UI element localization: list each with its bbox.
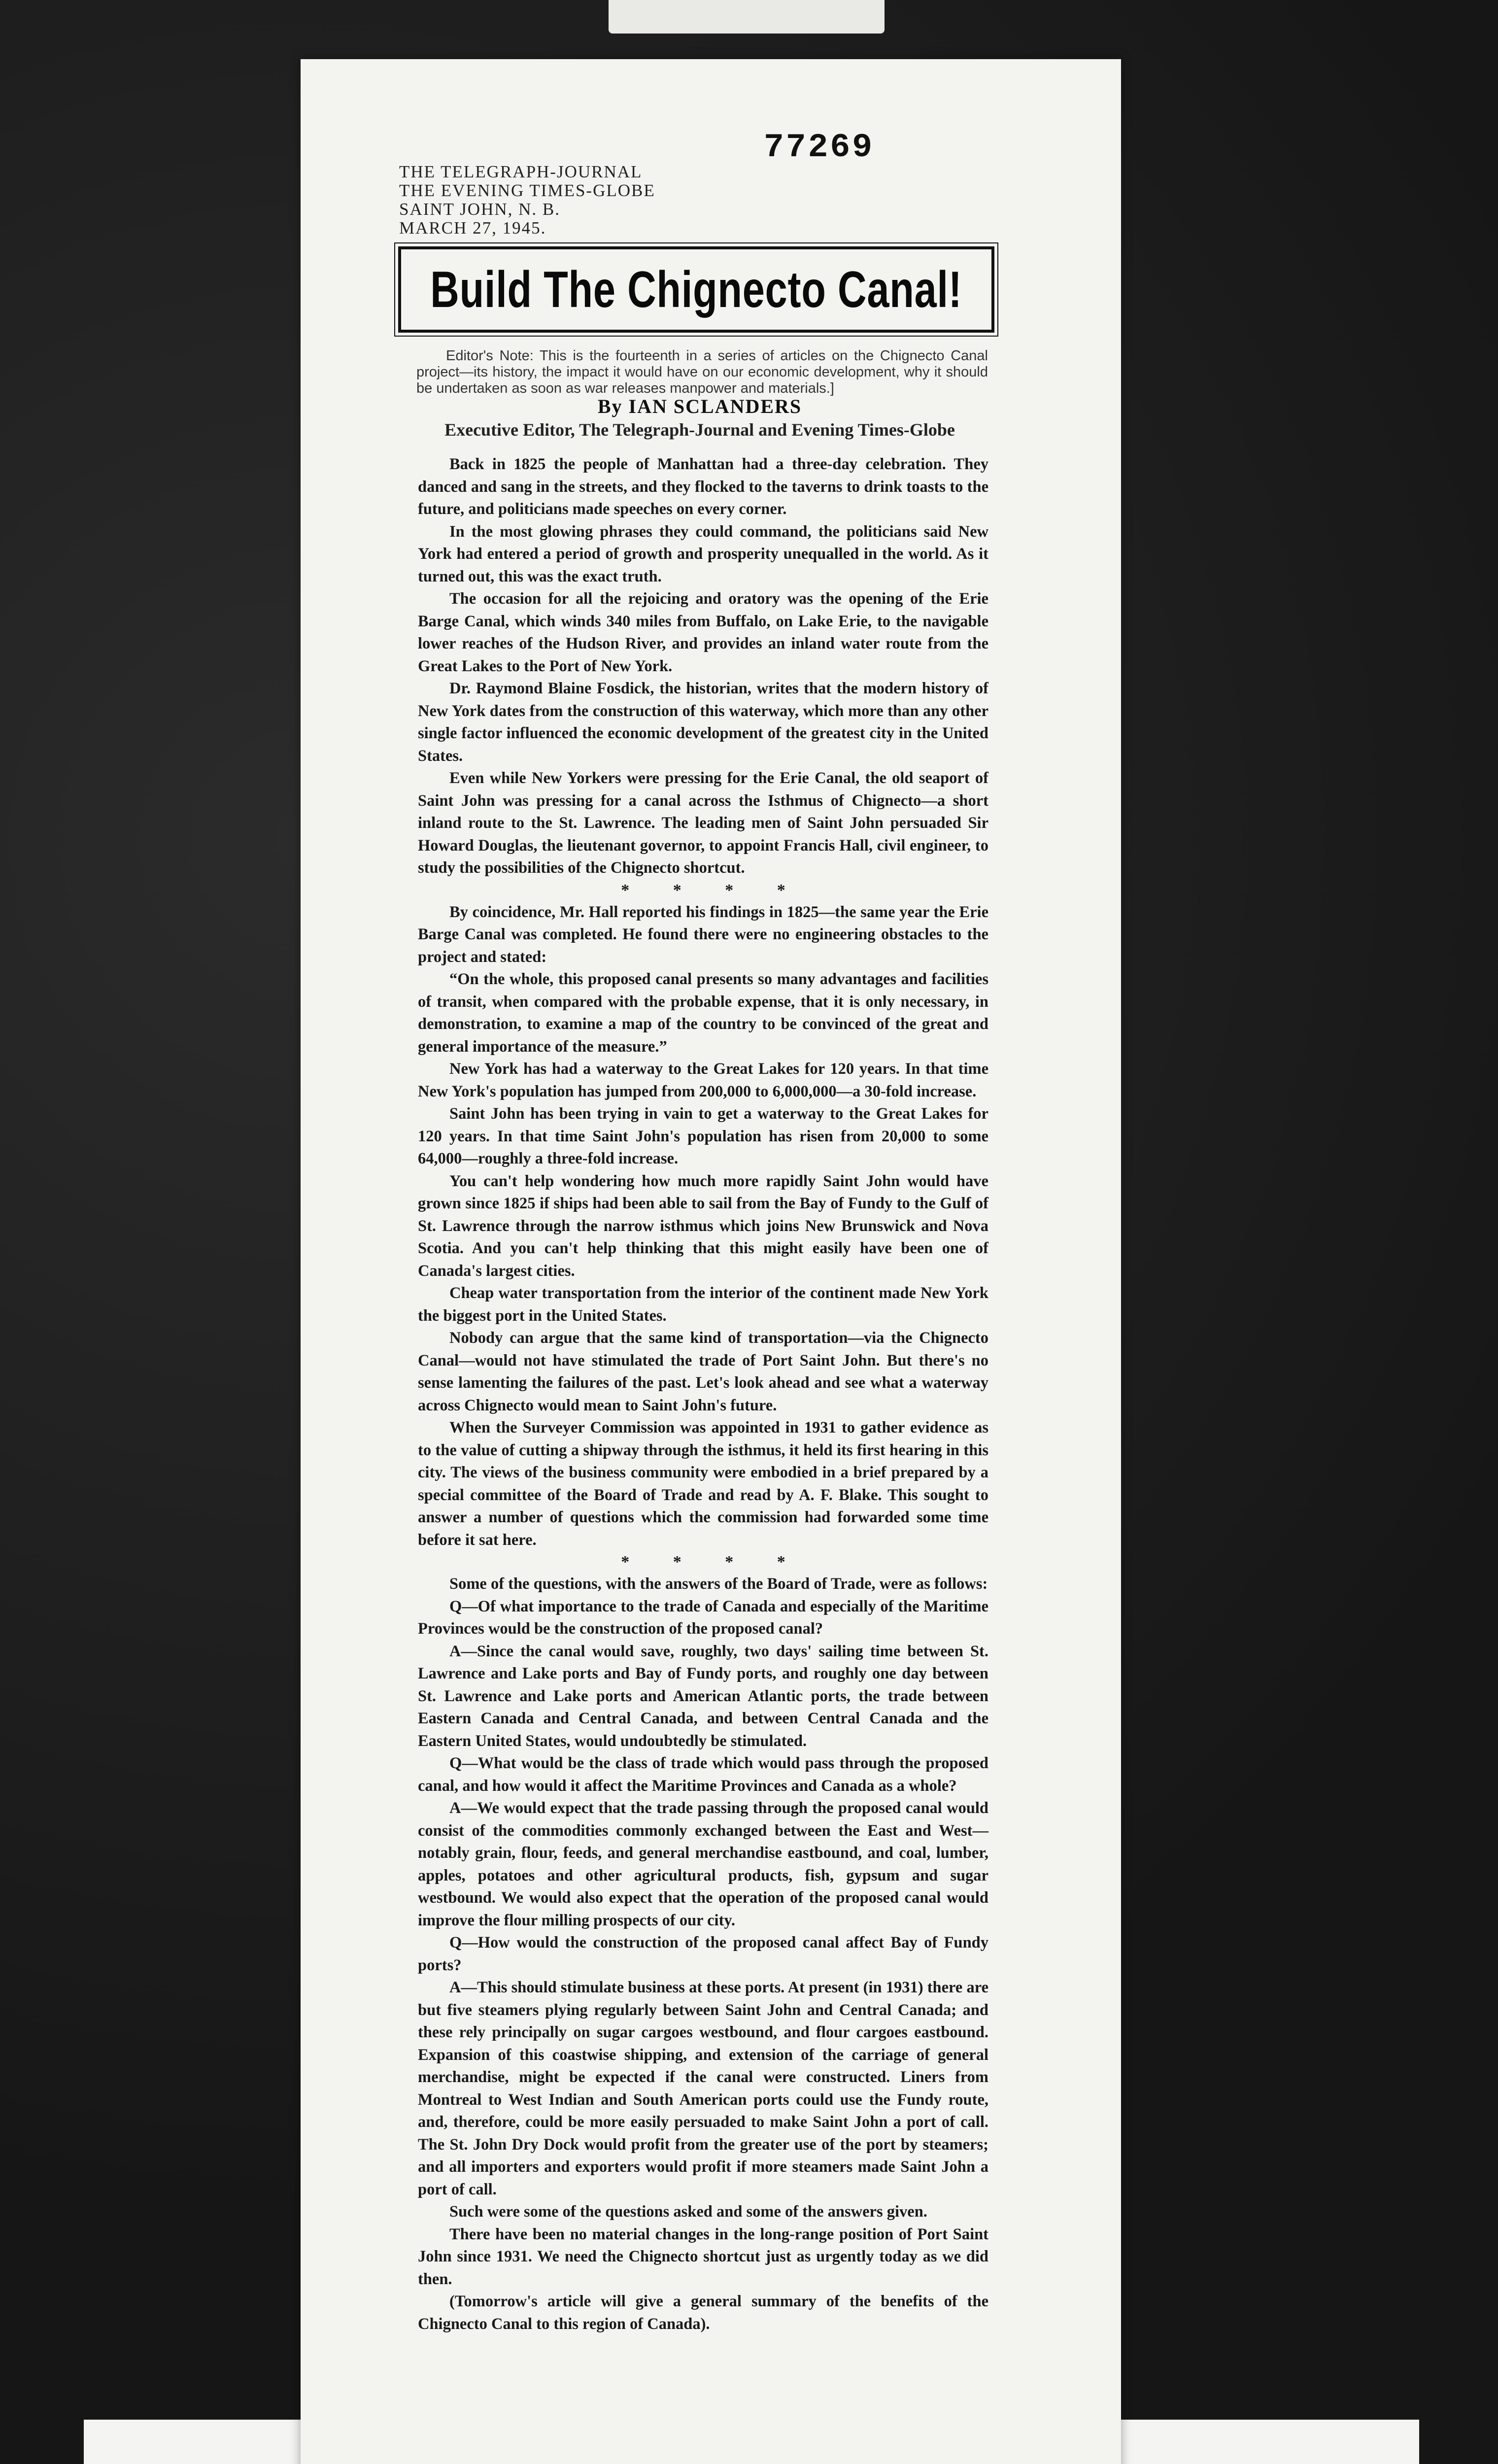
article-paragraph: Back in 1825 the people of Manhattan had a three-day celebration. They danced and sang in the streets, and they flocked to the taverns to drink toasts to the future, and politicians made speeches on every corner. xyxy=(418,455,988,518)
document-number: 77269 xyxy=(764,129,875,167)
article-paragraph: By coincidence, Mr. Hall reported his findings in 1825—the same year the Erie Barge Canal was completed. He found there were no engineering obstacles to the project and stated: xyxy=(418,903,988,966)
article-paragraph: Such were some of the questions asked and some of the answers given. xyxy=(449,2203,927,2221)
answer-paragraph: A—We would expect that the trade passing through the proposed canal would consist of the commodities commonly exchanged between the East and West—notably grain, flour, feeds, and general merchandise eastbound, and coal, lumber, apples, potatoes and other agricultural products, fish, gypsum and sugar westbound. We would also expect that the operation of the proposed canal would improve the flour milling prospects of our city. xyxy=(418,1799,988,1929)
article-paragraph: You can't help wondering how much more rapidly Saint John would have grown since 1825 if ships had been able to sail from the Bay of Fundy to the Gulf of St. Lawrence through the narrow isthmus which joins New Brunswick and Nova Scotia. And you can't help thinking that this might easily have been one of Canada's largest cities. xyxy=(418,1172,988,1280)
byline: By IAN SCLANDERS xyxy=(597,395,802,417)
article-paragraph: Some of the questions, with the answers of the Board of Trade, were as follows: xyxy=(449,1575,988,1593)
article-paragraph: Even while New Yorkers were pressing for the Erie Canal, the old seaport of Saint John was pressing for a canal across the Isthmus of Chignecto—a short inland route to the St. Lawrence. The leading men of Saint John persuaded Sir Howard Douglas, the lieutenant governor, to appoint Francis Hall, civil engineer, to study the possibilities of the Chignecto shortcut. xyxy=(418,769,988,877)
mounting-tab xyxy=(609,0,885,34)
byline-title: Executive Editor, The Telegraph-Journal and Evening Times-Globe xyxy=(444,420,955,440)
article-paragraph: Saint John has been trying in vain to get a waterway to the Great Lakes for 120 years. In that time Saint John's population has risen from 20,000 to some 64,000—roughly a three-fold increase. xyxy=(418,1105,988,1167)
masthead xyxy=(399,163,655,238)
editor-note: Editor's Note: This is the fourteenth in a series of articles on the Chignecto Canal project—its history, the impact it would have on our economic development, why it should be undertaken as soon as war releases manpower and materials.] xyxy=(416,348,988,396)
article-paragraph: Dr. Raymond Blaine Fosdick, the historian, writes that the modern history of New York dates from the construction of this waterway, which more than any other single factor influenced the economic development of the greatest city in the United States. xyxy=(418,680,988,765)
article-paragraph: There have been no material changes in the long-range position of Port Saint John since 1931. We need the Chignecto shortcut just as urgently today as we did then. xyxy=(418,2225,988,2288)
masthead-paper-2: THE EVENING TIMES-GLOBE xyxy=(399,181,655,200)
article-paragraph: In the most glowing phrases they could command, the politicians said New York had entered a period of growth and prosperity unequalled in the world. As it turned out, this was the exact truth. xyxy=(418,522,988,585)
question-paragraph: Q—How would the construction of the proposed canal affect Bay of Fundy ports? xyxy=(418,1934,988,1974)
article-paragraph: When the Surveyer Commission was appointed in 1931 to gather evidence as to the value of cutting a shipway through the isthmus, it held its first hearing in this city. The views of the business community were embodied in a brief prepared by a special committee of the Board of Trade and read by A. F. Blake. This sought to answer a number of questions which the commission had forwarded some time before it sat here. xyxy=(418,1419,988,1549)
section-break-stars: * * * * xyxy=(621,881,805,899)
headline-box xyxy=(398,246,994,333)
masthead-date: MARCH 27, 1945. xyxy=(399,218,546,238)
answer-paragraph: A—Since the canal would save, roughly, two days' sailing time between St. Lawrence and Lake ports and Bay of Fundy ports, and roughly one day between St. Lawrence and Lake ports and American Atlantic ports, the trade between Eastern Canada and Central Canada, and between Central Canada and the Eastern United States, would undoubtedly be stimulated. xyxy=(418,1642,988,1750)
article-paragraph: Cheap water transportation from the interior of the continent made New York the biggest port in the United States. xyxy=(418,1284,988,1325)
question-paragraph: Q—Of what importance to the trade of Canada and especially of the Maritime Provinces would be the construction of the proposed canal? xyxy=(418,1597,988,1638)
article-paragraph: New York has had a waterway to the Great Lakes for 120 years. In that time New York's population has jumped from 200,000 to 6,000,000—a 30-fold increase. xyxy=(418,1060,988,1100)
article-paragraph: The occasion for all the rejoicing and oratory was the opening of the Erie Barge Canal, which winds 340 miles from Buffalo, on Lake Erie, to the navigable lower reaches of the Hudson River, and provides an inland water route from the Great Lakes to the Port of New York. xyxy=(418,590,988,675)
article-quote: “On the whole, this proposed canal presents so many advantages and facilities of transit, when compared with the probable expense, that it is only necessary, in demonstration, to examine a map of the country to be convinced of the great and general importance of the measure.” xyxy=(418,970,988,1056)
headline: Build The Chignecto Canal! xyxy=(430,261,962,318)
article-body xyxy=(418,453,988,2335)
masthead-city: SAINT JOHN, N. B. xyxy=(399,200,560,219)
question-paragraph: Q—What would be the class of trade which would pass through the proposed canal, and how would it affect the Maritime Provinces and Canada as a whole? xyxy=(418,1754,988,1795)
article-paragraph: Nobody can argue that the same kind of transportation—via the Chignecto Canal—would not have stimulated the trade of Port Saint John. But there's no sense lamenting the failures of the past. Let's look ahead and see what a waterway across Chignecto would mean to Saint John's future. xyxy=(418,1329,988,1414)
masthead-paper-1: THE TELEGRAPH-JOURNAL xyxy=(399,162,643,181)
section-break-stars: * * * * xyxy=(621,1553,805,1571)
closing-note: (Tomorrow's article will give a general summary of the benefits of the Chignecto Canal to this region of Canada). xyxy=(418,2293,988,2333)
answer-paragraph: A—This should stimulate business at these ports. At present (in 1931) there are but five steamers plying regularly between Saint John and Central Canada; and these rely principally on sugar cargoes westbound, and flour cargoes eastbound. Expansion of this coastwise shipping, and extension of the carriage of general merchandise, might be expected if the canal were constructed. Liners from Montreal to West Indian and South American ports could use the Fundy route, and, therefore, could be more easily persuaded to make Saint John a port of call. The St. John Dry Dock would profit from the greater use of the port by steamers; and all importers and exporters would profit if more steamers made Saint John a port of call. xyxy=(418,1979,988,2198)
